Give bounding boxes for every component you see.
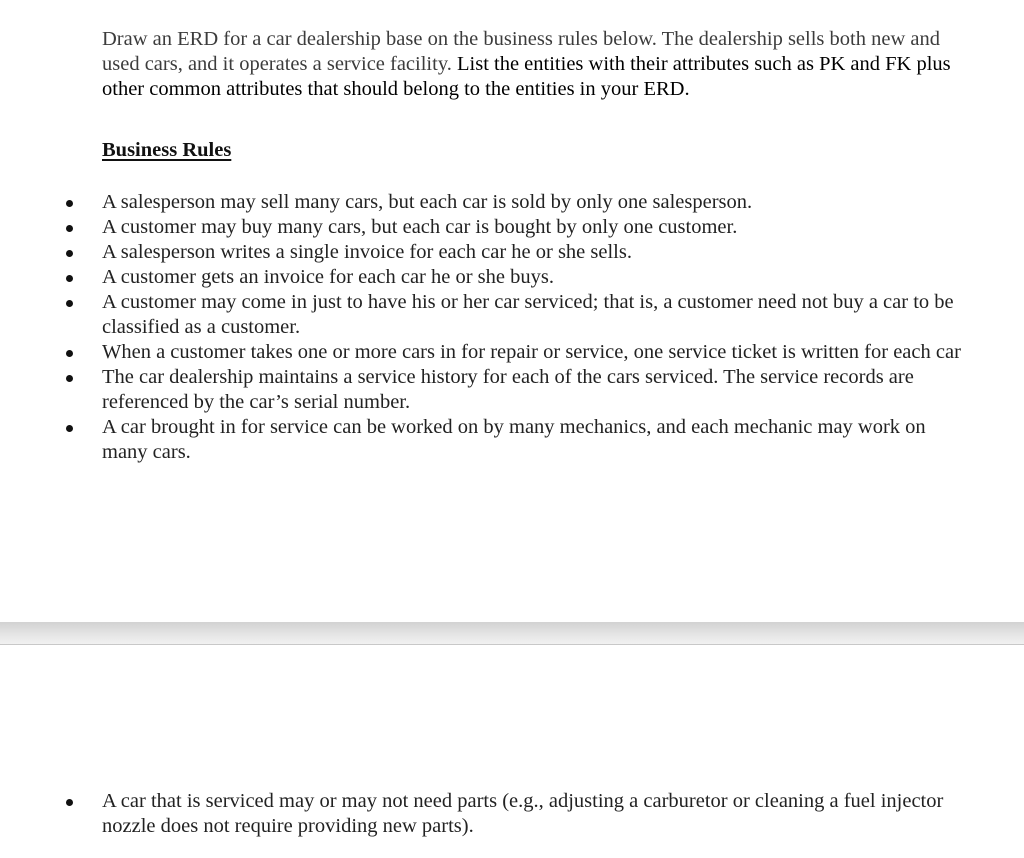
bullet-icon xyxy=(66,350,73,357)
rule-item xyxy=(0,190,1024,215)
rule-item xyxy=(0,215,1024,240)
intro-line-2-part-b: List the entities with their attributes such as PK and FK plus xyxy=(457,53,951,75)
rule-item xyxy=(0,415,1024,465)
intro-line-2-part-a: used cars, and it operates a service facility. xyxy=(102,53,457,75)
bullet-icon xyxy=(66,375,73,382)
bullet-icon xyxy=(66,200,73,207)
rule-item xyxy=(0,365,1024,415)
rule-item xyxy=(0,240,1024,265)
intro-line-2 xyxy=(102,52,1024,77)
bullet-icon xyxy=(66,300,73,307)
section-heading: Business Rules xyxy=(102,139,232,161)
rule-text-line: referenced by the car’s serial number. xyxy=(102,391,411,413)
rule-text-line: many cars. xyxy=(102,441,191,463)
rule-text-line: A salesperson may sell many cars, but each car is sold by only one salesperson. xyxy=(102,191,753,213)
bullet-icon xyxy=(66,425,73,432)
intro-line-1: Draw an ERD for a car dealership base on the business rules below. The dealership sells both new and xyxy=(102,28,940,50)
bullet-icon xyxy=(66,275,73,282)
bullet-icon xyxy=(66,225,73,232)
rule-text-line: A salesperson writes a single invoice for each car he or she sells. xyxy=(102,241,632,263)
rule-text-line: A customer may buy many cars, but each car is bought by only one customer. xyxy=(102,216,738,238)
rule-text-line: classified as a customer. xyxy=(102,316,301,338)
rule-item xyxy=(0,290,1024,340)
business-rules-list-continued xyxy=(0,789,1024,839)
rule-text-line: nozzle does not require providing new parts). xyxy=(102,815,474,837)
rule-text-line: A car that is serviced may or may not need parts (e.g., adjusting a carburetor or cleaning a fuel injector xyxy=(102,790,944,812)
rule-item xyxy=(0,265,1024,290)
bullet-icon xyxy=(66,250,73,257)
page-break-separator xyxy=(0,622,1024,645)
rule-text-line: A customer gets an invoice for each car he or she buys. xyxy=(102,266,554,288)
intro-line-3: other common attributes that should belong to the entities in your ERD. xyxy=(102,78,690,100)
rule-item xyxy=(0,340,1024,365)
rule-item xyxy=(0,789,1024,839)
business-rules-list xyxy=(0,190,1024,465)
bullet-icon xyxy=(66,799,73,806)
document-page-2 xyxy=(0,645,1024,858)
assignment-intro xyxy=(102,27,1024,102)
rule-text-line: A car brought in for service can be worked on by many mechanics, and each mechanic may work on xyxy=(102,416,926,438)
rule-text-line: The car dealership maintains a service history for each of the cars serviced. The service records are xyxy=(102,366,914,388)
rule-text-line: When a customer takes one or more cars in for repair or service, one service ticket is written for each car xyxy=(102,341,961,363)
rule-text-line: A customer may come in just to have his or her car serviced; that is, a customer need not buy a car to be xyxy=(102,291,954,313)
